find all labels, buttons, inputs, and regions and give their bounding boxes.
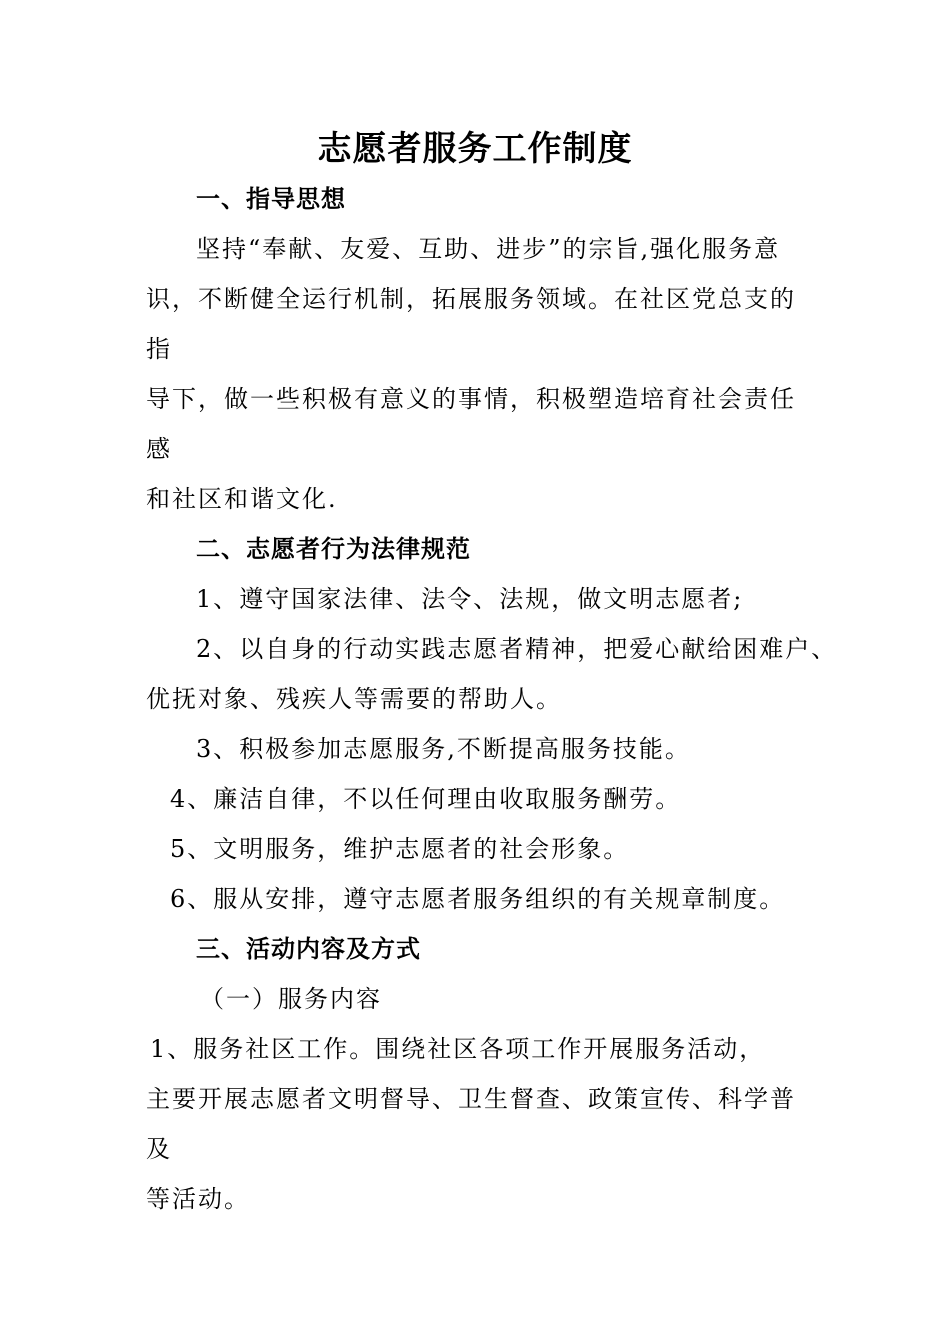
list-item: 1、遵守国家法律、法令、法规，做文明志愿者; <box>196 585 744 613</box>
section-heading-guiding-thought: 一、指导思想 <box>196 185 346 213</box>
paragraph-line: 感 <box>146 435 172 463</box>
paragraph-line: 识，不断健全运行机制，拓展服务领域。在社区党总支的 <box>146 285 796 313</box>
paragraph-line: 导下，做一些积极有意义的事情，积极塑造培育社会责任 <box>146 385 796 413</box>
list-item: 2、以自身的行动实践志愿者精神，把爱心献给困难户、 <box>196 635 838 663</box>
paragraph-line: 及 <box>146 1135 172 1163</box>
subheading-service-content: （一）服务内容 <box>200 985 382 1013</box>
list-item: 5、文明服务，维护志愿者的社会形象。 <box>170 835 630 863</box>
paragraph-line: 主要开展志愿者文明督导、卫生督查、政策宣传、科学普 <box>146 1085 796 1113</box>
section-heading-activities: 三、活动内容及方式 <box>196 935 421 963</box>
paragraph-line: 和社区和谐文化. <box>146 485 338 513</box>
list-item: 6、服从安排，遵守志愿者服务组织的有关规章制度。 <box>170 885 786 913</box>
list-item: 3、积极参加志愿服务,不断提高服务技能。 <box>196 735 691 763</box>
paragraph-line: 1、服务社区工作。围绕社区各项工作开展服务活动， <box>150 1035 766 1063</box>
list-item-continuation: 优抚对象、残疾人等需要的帮助人。 <box>146 685 562 713</box>
list-item: 4、廉洁自律，不以任何理由收取服务酬劳。 <box>170 785 682 813</box>
paragraph-line: 指 <box>146 335 172 363</box>
section-heading-code-of-conduct: 二、志愿者行为法律规范 <box>196 535 471 563</box>
document-title: 志愿者服务工作制度 <box>317 129 633 169</box>
paragraph-line: 坚持“奉献、友爱、互助、进步”的宗旨,强化服务意 <box>196 235 781 263</box>
paragraph-line: 等活动。 <box>146 1185 250 1213</box>
